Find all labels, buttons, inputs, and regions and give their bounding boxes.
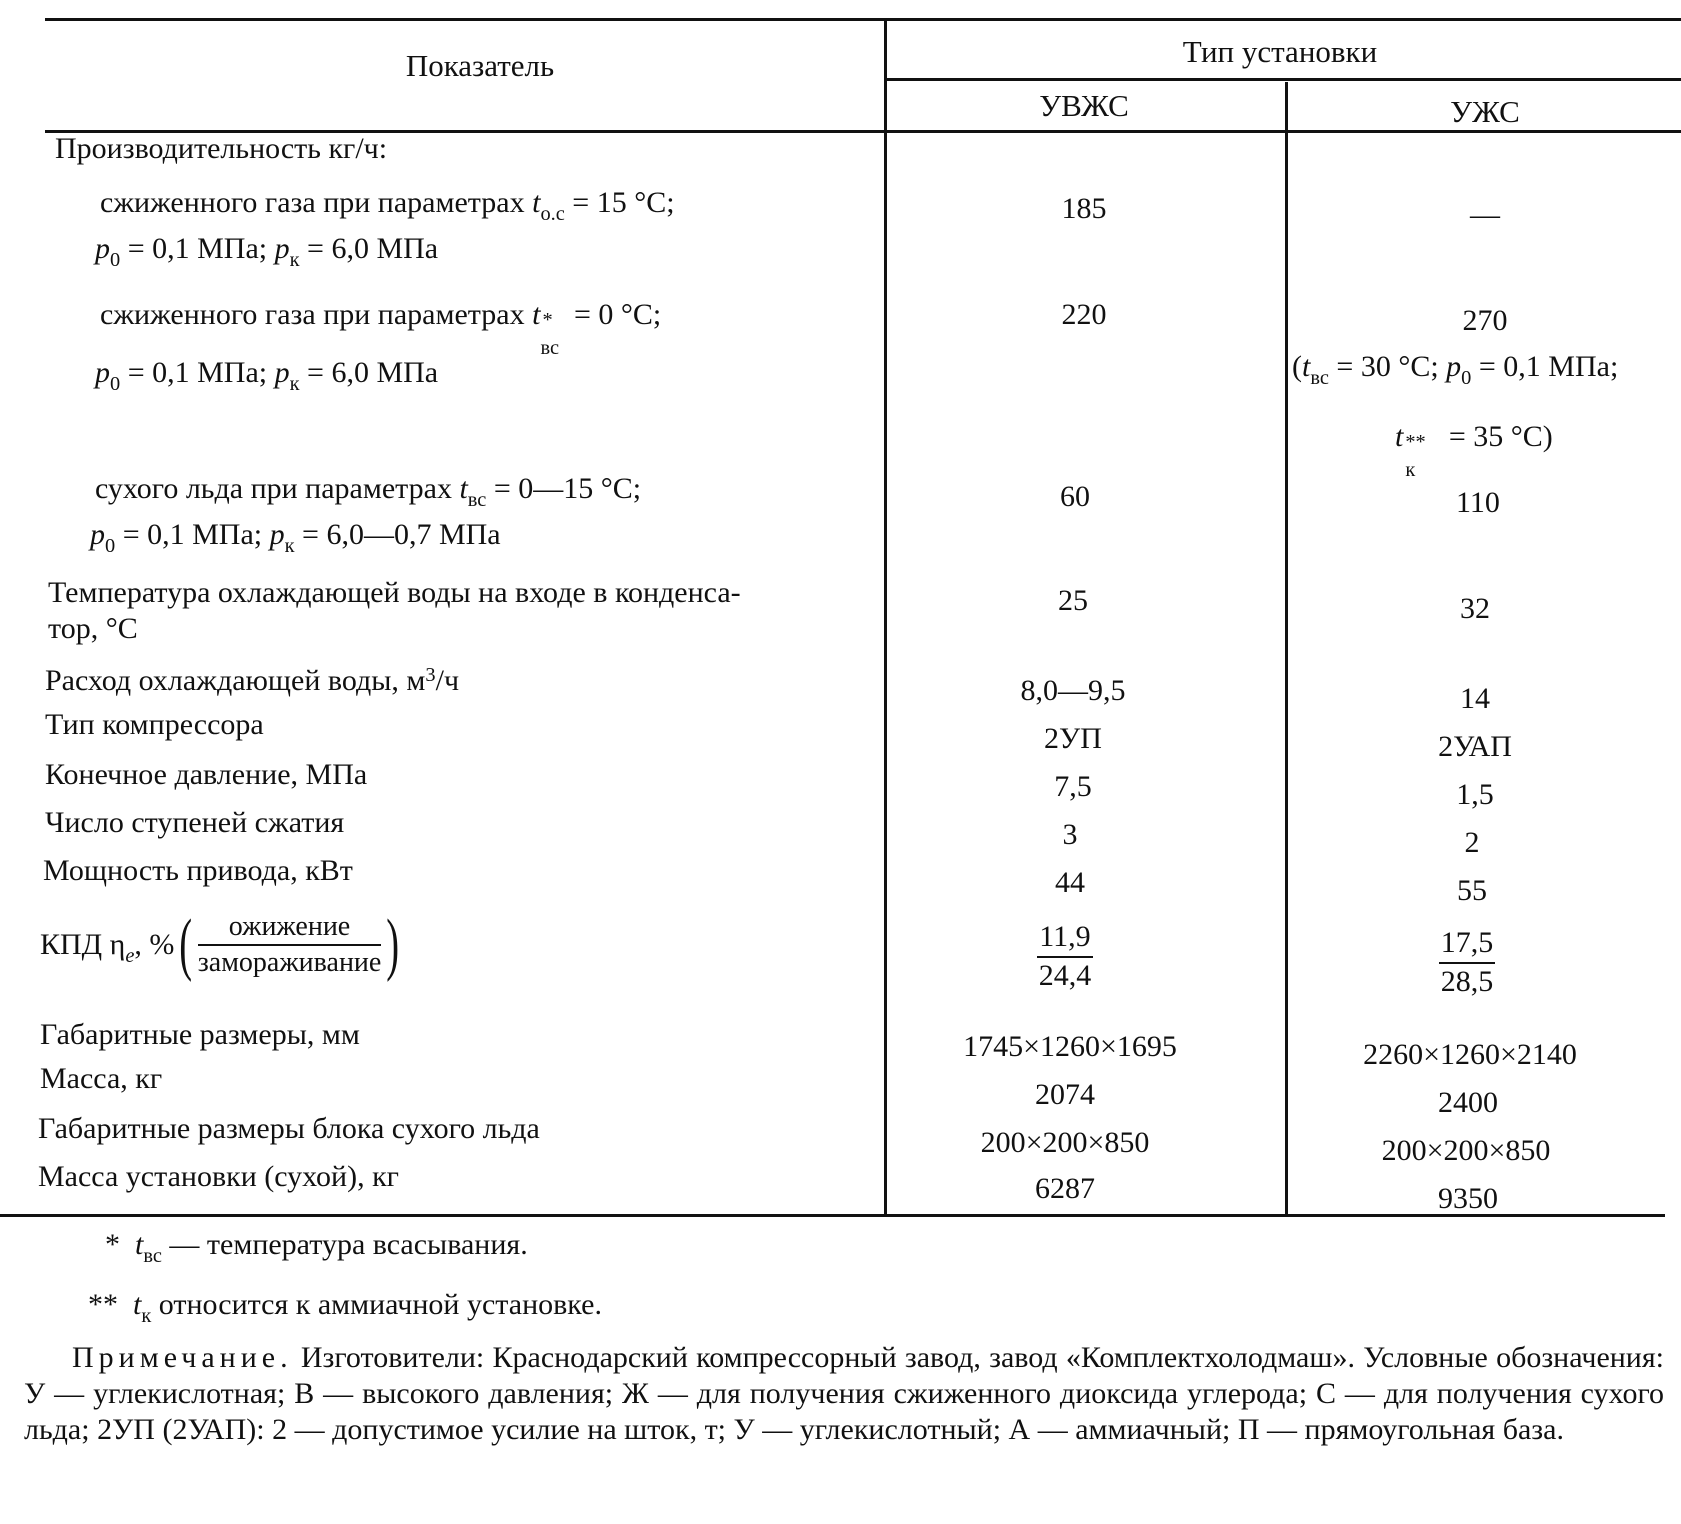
row-drive-power: Мощность привода, кВт [43,854,353,887]
cell-dry-mass-uvzhs: 6287 [1035,1172,1095,1205]
cell-dry-mass-uzhs: 9350 [1438,1182,1498,1215]
header-indicator: Показатель [405,48,555,83]
row-final-pressure: Конечное давление, МПа [45,758,368,791]
cell-power-uvzhs: 44 [1055,866,1085,899]
row-water-flow: Расход охлаждающей воды, $м^3/ч$ [45,663,460,697]
note-text: Изготовители: Краснодарский компрессорный завод, завод «Комплектхолодмаш». Условные обозначения: У — углекислотная; В — высокого давления; Ж — для получения сжиженного диоксида углерода; С — для получения сухого льда; 2УП (2УАП): 2 — допустимое усилие на шток, т; У — углекислотный; А — аммиачный; П — прямоугольная база. [24,1341,1664,1446]
row-prod2-line2: $p_0 = 0,1$ МПа; $p_к = 6,0$ МПа [95,356,439,395]
cell-prod3-uvzhs: 60 [1060,480,1090,513]
column-divider-1 [884,18,887,1216]
left-paren: ( [179,906,193,983]
row-prod3-line2: $p_0 = 0,1$ МПа; $p_к$ = 6,0—0,7 МПа [90,518,501,557]
cell-pressure-uzhs: 1,5 [1456,778,1494,811]
row-compressor-type: Тип компрессора [45,708,264,741]
cell-prod1-uvzhs: 185 [1061,192,1107,225]
cell-prod2-uvzhs: 220 [1061,298,1107,331]
row-unit-dry-mass: Масса установки (сухой), кг [38,1160,399,1193]
header-type-group: Тип установки [1182,34,1378,69]
cell-prod2-uzhs-conditions-1: ($t_{вс} = 30$ °C; $p_0 = 0,1$ МПа; [1292,350,1619,389]
cell-compressor-uvzhs: 2УП [1044,722,1102,755]
row-prod2-line1: сжиженного газа при параметрах t * вс = 0 °C; [100,298,662,359]
row-water-temp-line1: Температура охлаждающей воды на входе в конденса- [48,576,741,609]
table-top-rule [45,18,1681,21]
row-prod1-line1: сжиженного газа при параметрах $t_{о.с} = 15$ °C; [100,186,675,225]
cell-water-flow-uzhs: 14 [1460,682,1490,715]
row-overall-dimensions: Габаритные размеры, мм [40,1018,360,1051]
cell-prod2-uzhs: 270 [1462,304,1508,337]
cell-stages-uvzhs: 3 [1062,818,1078,851]
cell-water-temp-uvzhs: 25 [1058,584,1088,617]
right-paren: ) [386,906,400,983]
cell-dims-uvzhs: 1745×1260×1695 [963,1030,1177,1063]
cell-power-uzhs: 55 [1457,874,1487,907]
footnote-2: ** $t_к$ относится к аммиачной установке. [88,1288,602,1327]
cell-dims-uzhs: 2260×1260×2140 [1363,1038,1577,1071]
row-dry-ice-block-dimensions: Габаритные размеры блока сухого льда [38,1112,540,1145]
cell-water-flow-uvzhs: 8,0—9,5 [1020,674,1126,707]
row-water-temp-line2: тор, °C [48,612,138,645]
cell-efficiency-uvzhs: $\frac{11,9}{24,4}$ [1038,920,1092,992]
cell-prod3-uzhs: 110 [1456,486,1500,519]
cell-efficiency-uzhs: $\frac{17,5}{28,5}$ [1440,926,1494,998]
cell-pressure-uvzhs: 7,5 [1054,770,1092,803]
cell-block-uvzhs: 200×200×850 [980,1126,1150,1159]
cell-prod2-uzhs-conditions-2: t ** к = 35 °C) [1395,420,1553,481]
note-label: Примечание. [72,1341,293,1374]
cell-block-uzhs: 200×200×850 [1381,1134,1551,1167]
row-mass: Масса, кг [40,1062,163,1095]
cell-stages-uzhs: 2 [1464,826,1480,859]
cell-compressor-uzhs: 2УАП [1438,730,1512,763]
row-prod1-line2: $p_0 = 0,1$ МПа; $p_к = 6,0$ МПа [95,232,439,271]
cell-mass-uzhs: 2400 [1438,1086,1498,1119]
type-group-underline [884,78,1681,81]
note-paragraph [24,1340,1664,1448]
cell-prod1-uzhs: — [1470,198,1500,231]
header-col-uvzhs: УВЖС [1039,88,1129,123]
cell-water-temp-uzhs: 32 [1460,592,1490,625]
row-productivity-title: Производительность кг/ч: [55,132,388,165]
header-col-uzhs: УЖС [1450,94,1520,129]
footnote-1: * $t_{вс}$ — температура всасывания. [105,1228,528,1267]
column-divider-2 [1285,82,1288,1216]
row-compression-stages: Число ступеней сжатия [45,806,345,839]
row-prod3-line1: сухого льда при параметрах $t_{вс}$ = 0—15 °C; [95,472,642,511]
cell-mass-uvzhs: 2074 [1035,1078,1095,1111]
row-efficiency: КПД $\eta_e$, %( $\frac{\text{ожижение}}{\text{замораживание}}$ ) [40,906,400,983]
